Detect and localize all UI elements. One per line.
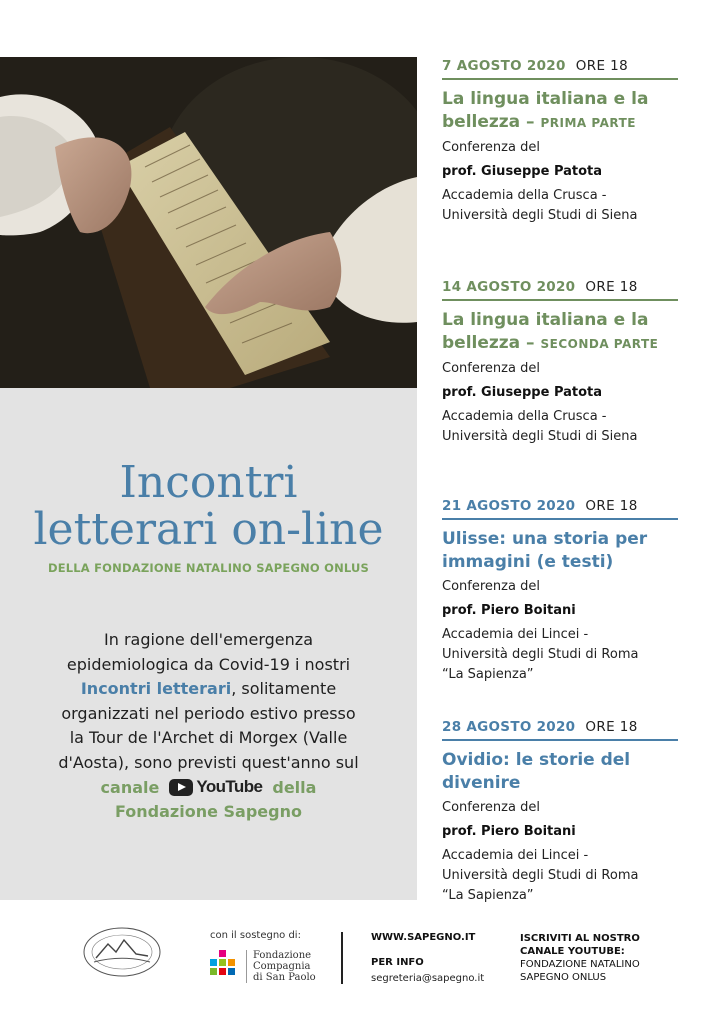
painting-hands-book-illustration — [0, 57, 417, 388]
event-divider — [442, 739, 678, 741]
intro-line: Incontri letterari, solitamente — [80, 679, 337, 698]
event-time: ORE 18 — [575, 58, 629, 74]
intro-line: la Tour de l'Archet di Morgex (Valle — [69, 728, 348, 747]
page-title-line1: Incontri — [119, 457, 298, 508]
event-card-4 — [442, 719, 678, 906]
event-divider — [442, 78, 678, 80]
page-title-line2: letterari on-line — [33, 504, 384, 555]
sponsor-name: Fondazione Compagnia di San Paolo — [246, 950, 316, 983]
fondazione-sapegno-label: Fondazione Sapegno — [115, 802, 302, 822]
event-divider — [442, 518, 678, 520]
event-speaker: prof. Piero Boitani — [442, 603, 576, 618]
compagnia-san-paolo-logo-icon — [210, 950, 236, 980]
footer-divider — [341, 932, 343, 984]
canale-label: canale — [100, 777, 160, 797]
seal-icon — [82, 926, 162, 978]
event-date: 28 AGOSTO 2020 ORE 18 — [442, 719, 638, 735]
intro-line: organizzati nel periodo estivo presso — [61, 703, 356, 723]
event-subtitle: Conferenza del — [442, 579, 540, 594]
youtube-subscribe-text: ISCRIVITI AL NOSTRO CANALE YOUTUBE: FONDAZIONE NATALINO SAPEGNO ONLUS — [520, 933, 640, 983]
info-label: PER INFO — [371, 957, 424, 968]
event-speaker: prof. Piero Boitani — [442, 824, 576, 839]
hero-painting-image — [0, 57, 417, 388]
event-card-3 — [442, 498, 678, 685]
event-part-label: PRIMA PARTE — [540, 116, 636, 130]
intro-line: epidemiologica da Covid-19 i nostri — [66, 654, 351, 674]
website-link[interactable]: WWW.SAPEGNO.IT — [371, 932, 476, 943]
event-time: ORE 18 — [585, 498, 638, 514]
event-title: La lingua italiana e la bellezza – PRIMA PARTE — [442, 89, 649, 132]
event-card-2 — [442, 279, 678, 447]
event-affiliation: Accademia della Crusca - Università degli Studi di Siena — [442, 409, 638, 444]
intro-line: d'Aosta), sono previsti quest'anno sul — [58, 752, 359, 772]
event-card-1 — [442, 58, 678, 226]
incontri-letterari-highlight: Incontri letterari — [80, 679, 232, 698]
intro-line — [30, 775, 387, 800]
event-affiliation: Accademia della Crusca - Università degli Studi di Siena — [442, 188, 638, 223]
youtube-logo[interactable] — [169, 775, 262, 800]
intro-text — [30, 628, 387, 825]
event-subtitle: Conferenza del — [442, 140, 540, 155]
footer — [0, 900, 725, 1024]
email-link[interactable]: segreteria@sapegno.it — [371, 973, 485, 984]
event-time: ORE 18 — [585, 719, 638, 735]
event-title: La lingua italiana e la bellezza – SECONDA PARTE — [442, 310, 659, 353]
event-date: 7 AGOSTO 2020 ORE 18 — [442, 58, 629, 74]
event-subtitle: Conferenza del — [442, 800, 540, 815]
event-part-label: SECONDA PARTE — [540, 337, 659, 351]
event-title: Ovidio: le storie del divenire — [442, 750, 631, 793]
page-subtitle: DELLA FONDAZIONE NATALINO SAPEGNO ONLUS — [47, 561, 370, 575]
event-affiliation: Accademia dei Lincei - Università degli Studi di Roma “La Sapienza” — [442, 627, 639, 682]
event-subtitle: Conferenza del — [442, 361, 540, 376]
event-affiliation: Accademia dei Lincei - Università degli Studi di Roma “La Sapienza” — [442, 848, 639, 903]
support-label: con il sostegno di: — [210, 930, 301, 941]
event-speaker: prof. Giuseppe Patota — [442, 164, 603, 179]
sapegno-seal-logo — [82, 926, 162, 978]
event-date: 14 AGOSTO 2020 ORE 18 — [442, 279, 638, 295]
della-label: della — [272, 777, 317, 797]
youtube-wordmark: YouTube — [196, 777, 263, 796]
event-time: ORE 18 — [585, 279, 638, 295]
youtube-play-icon — [169, 779, 193, 796]
event-title: Ulisse: una storia per immagini (e testi) — [442, 529, 648, 572]
event-speaker: prof. Giuseppe Patota — [442, 385, 603, 400]
event-divider — [442, 299, 678, 301]
intro-line: In ragione dell'emergenza — [104, 630, 313, 649]
event-date: 21 AGOSTO 2020 ORE 18 — [442, 498, 638, 514]
